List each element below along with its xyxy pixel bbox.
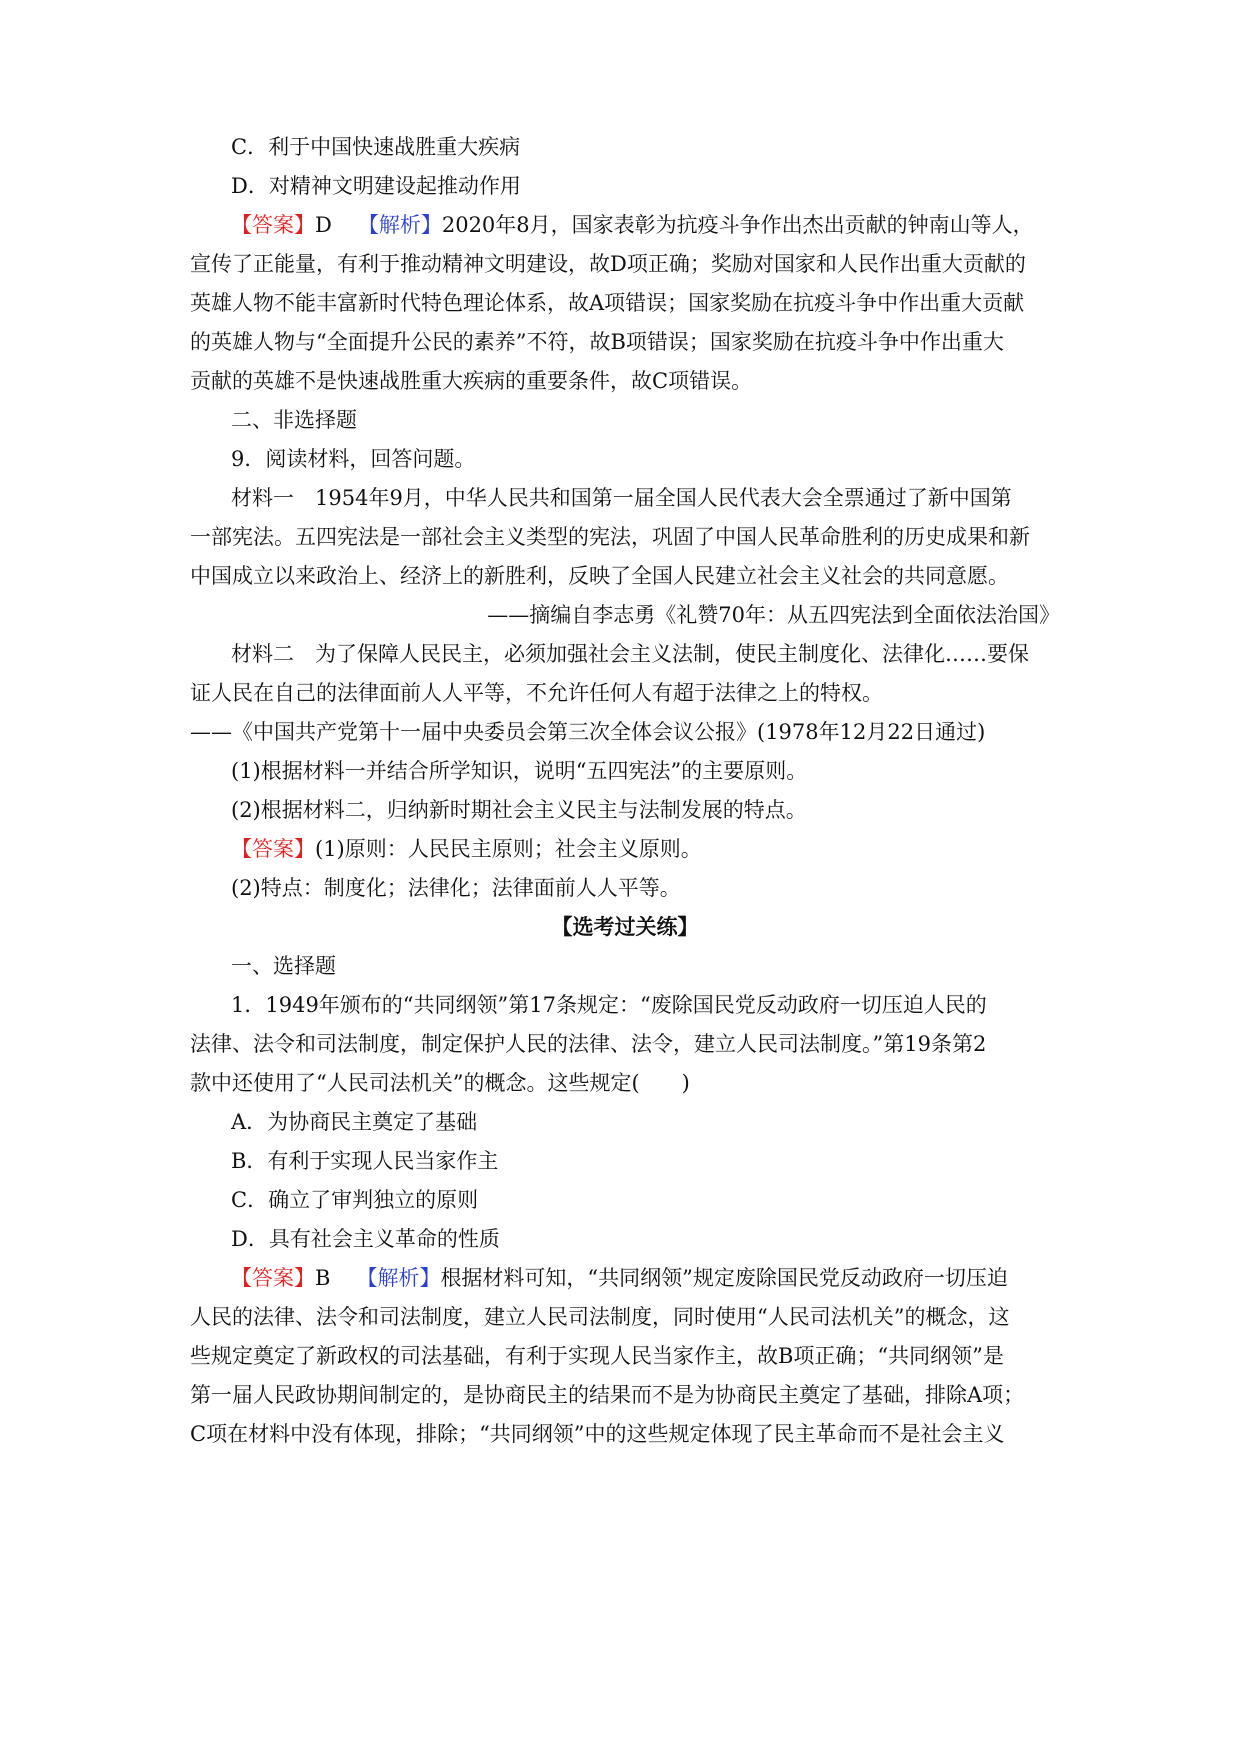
answer-bracket-open: 【 — [231, 1266, 252, 1290]
q1-analysis-line: 人民的法律、法令和司法制度，建立人民司法制度，同时使用“人民司法机关”的概念，这 — [190, 1305, 1010, 1329]
q1-analysis-line: 些规定奠定了新政权的司法基础，有利于实现人民当家作主，故B项正确；“共同纲领”是 — [190, 1344, 1004, 1368]
q1-stem-line: 1．1949年颁布的“共同纲领”第17条规定：“废除国民党反动政府一切压迫人民的 — [231, 993, 987, 1017]
q1-option-a: A．为协商民主奠定了基础 — [231, 1110, 478, 1134]
analysis-tag: 解析 — [377, 1266, 420, 1290]
q8-answer-line — [231, 209, 1060, 241]
answer-text: (1)原则：人民民主原则；社会主义原则。 — [315, 837, 702, 861]
material2-line: 证人民在自己的法律面前人人平等，不允许任何人有超于法律之上的特权。 — [190, 681, 883, 705]
answer-bracket-close: 】 — [294, 837, 315, 861]
answer-bracket-close: 】 — [294, 213, 315, 237]
material2-source: ——《中国共产党第十一届中央委员会第三次全体会议公报》(1978年12月22日通过) — [190, 720, 986, 744]
q8-option-c: C．利于中国快速战胜重大疾病 — [231, 135, 521, 159]
q1-analysis-line: C项在材料中没有体现，排除；“共同纲领”中的这些规定体现了民主革命而不是社会主义 — [190, 1422, 1005, 1446]
answer-tag: 答案 — [252, 837, 294, 861]
analysis-bracket-open: 【 — [357, 213, 379, 237]
answer-bracket-open: 【 — [231, 837, 252, 861]
q8-analysis-line: 宣传了正能量，有利于推动精神文明建设，故D项正确；奖励对国家和人民作出重大贡献的 — [190, 252, 1026, 276]
analysis-bracket-close: 】 — [420, 213, 442, 237]
section-heading: 二、非选择题 — [231, 408, 357, 432]
material1-line: 一部宪法。五四宪法是一部社会主义类型的宪法，巩固了中国人民革命胜利的历史成果和新 — [190, 525, 1030, 549]
q1-analysis-line: 第一届人民政协期间制定的，是协商民主的结果而不是为协商民主奠定了基础，排除A项； — [190, 1383, 1025, 1407]
material1-source: ——摘编自李志勇《礼赞70年：从五四宪法到全面依法治国》 — [487, 603, 1060, 627]
q1-answer-line — [231, 1262, 1060, 1294]
q8-analysis-line: 的英雄人物与“全面提升公民的素养”不符，故B项错误；国家奖励在抗疫斗争中作出重大 — [190, 330, 1004, 354]
answer-value: D — [315, 213, 332, 237]
q9-answer-line-2: (2)特点：制度化；法律化；法律面前人人平等。 — [231, 876, 681, 900]
q8-analysis-line: 英雄人物不能丰富新时代特色理论体系，故A项错误；国家奖励在抗疫斗争中作出重大贡献 — [190, 291, 1025, 315]
q9-answer-line — [231, 833, 1060, 865]
analysis-text: 根据材料可知，“共同纲领”规定废除国民党反动政府一切压迫 — [440, 1266, 1008, 1290]
practice-title: 【选考过关练】 — [551, 914, 699, 939]
q1-option-b: B．有利于实现人民当家作主 — [231, 1149, 499, 1173]
q8-option-d: D．对精神文明建设起推动作用 — [231, 174, 521, 198]
q9-stem: 9．阅读材料，回答问题。 — [231, 447, 476, 471]
answer-bracket-open: 【 — [231, 213, 252, 237]
sub-question-2: (2)根据材料二，归纳新时期社会主义民主与法制发展的特点。 — [231, 798, 807, 822]
q1-stem-line: 款中还使用了“人民司法机关”的概念。这些规定( ) — [190, 1071, 690, 1095]
sub-question-1: (1)根据材料一并结合所学知识，说明“五四宪法”的主要原则。 — [231, 759, 808, 783]
answer-value: B — [315, 1266, 331, 1290]
q8-analysis-line: 贡献的英雄不是快速战胜重大疾病的重要条件，故C项错误。 — [190, 369, 753, 393]
analysis-tag: 解析 — [378, 213, 421, 237]
material2-line: 材料二 为了保障人民民主，必须加强社会主义法制，使民主制度化、法律化……要保 — [231, 642, 1029, 666]
analysis-text: 2020年8月，国家表彰为抗疫斗争作出杰出贡献的钟南山等人， — [441, 213, 1034, 237]
answer-bracket-close: 】 — [294, 1266, 315, 1290]
q1-option-d: D．具有社会主义革命的性质 — [231, 1227, 500, 1251]
material1-line: 材料一 1954年9月，中华人民共和国第一届全国人民代表大会全票通过了新中国第 — [231, 486, 1012, 510]
q1-option-c: C．确立了审判独立的原则 — [231, 1188, 479, 1212]
analysis-bracket-open: 【 — [356, 1266, 378, 1290]
answer-tag: 答案 — [252, 213, 294, 237]
q1-stem-line: 法律、法令和司法制度，制定保护人民的法律、法令，建立人民司法制度。”第19条第2 — [190, 1032, 987, 1056]
practice-heading: 一、选择题 — [231, 954, 336, 978]
analysis-bracket-close: 】 — [419, 1266, 441, 1290]
answer-tag: 答案 — [252, 1266, 294, 1290]
material1-line: 中国成立以来政治上、经济上的新胜利，反映了全国人民建立社会主义社会的共同意愿。 — [190, 564, 1009, 588]
